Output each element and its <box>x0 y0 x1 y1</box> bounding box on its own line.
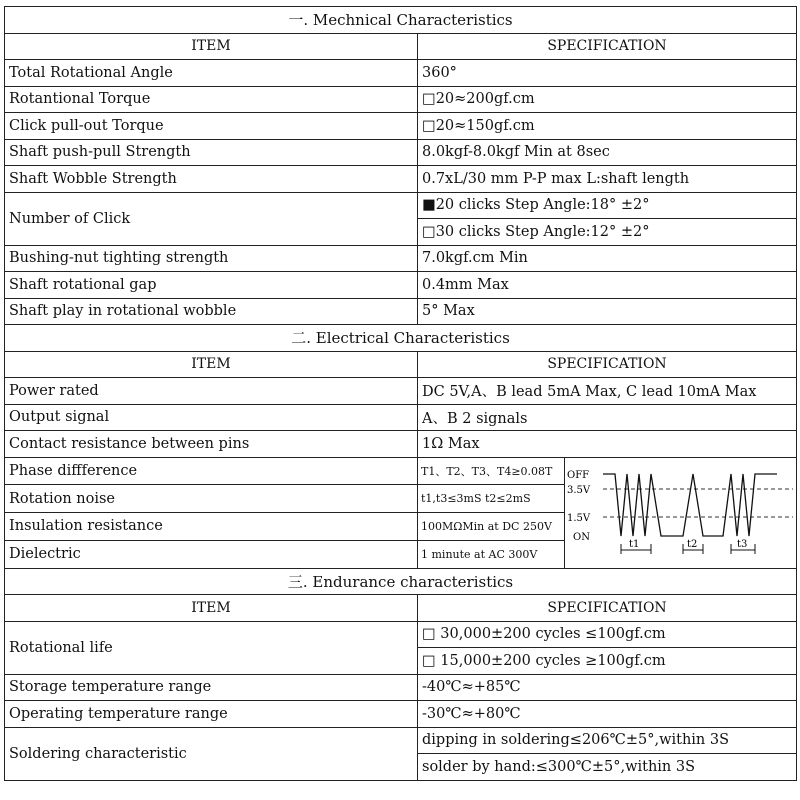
item-cell-solder: Soldering characteristic <box>5 727 418 780</box>
header-row <box>5 351 797 378</box>
spec-cell: 100MΩMin at DC 250V <box>418 513 565 541</box>
spec-cell: -30℃≈+80℃ <box>418 701 797 728</box>
item-cell: Rotation noise <box>5 485 418 513</box>
header-row <box>5 595 797 622</box>
section-row-electrical <box>5 325 797 352</box>
label-t2: t2 <box>687 538 698 550</box>
item-cell: Power rated <box>5 378 418 405</box>
spec-cell: 5° Max <box>418 298 797 325</box>
table-row <box>5 378 797 405</box>
spec-cell: t1,t3≤3mS t2≤2mS <box>418 485 565 513</box>
spec-cell-solder-dip: dipping in soldering≤206℃±5°,within 3S <box>418 727 797 754</box>
item-cell: Contact resistance between pins <box>5 431 418 458</box>
table-row <box>5 113 797 140</box>
label-1-5v: 1.5V <box>567 512 591 524</box>
spec-cell: □20≈150gf.cm <box>418 113 797 140</box>
item-cell: Shaft rotational gap <box>5 272 418 299</box>
section-row-endurance <box>5 568 797 595</box>
spec-header: SPECIFICATION <box>418 595 797 622</box>
table-row <box>5 674 797 701</box>
label-on: ON <box>573 531 590 543</box>
item-cell: Dielectric <box>5 540 418 568</box>
spec-cell-solder-hand: solder by hand:≤300℃±5°,within 3S <box>418 754 797 781</box>
table-row <box>5 192 797 219</box>
item-cell: Output signal <box>5 404 418 431</box>
table-row <box>5 60 797 87</box>
spec-cell: T1、T2、T3、T4≥0.08T <box>418 457 565 485</box>
spec-cell: 1 minute at AC 300V <box>418 540 565 568</box>
table-row <box>5 457 797 485</box>
section-row-mechanical <box>5 7 797 34</box>
item-header: ITEM <box>5 33 418 60</box>
waveform-diagram <box>565 458 795 564</box>
item-cell: Storage temperature range <box>5 674 418 701</box>
item-cell: Phase diffference <box>5 457 418 485</box>
item-cell: Click pull-out Torque <box>5 113 418 140</box>
item-cell: Shaft push-pull Strength <box>5 139 418 166</box>
item-cell: Operating temperature range <box>5 701 418 728</box>
spec-cell-click-30: □30 clicks Step Angle:12° ±2° <box>418 219 797 246</box>
spec-cell: DC 5V,A、B lead 5mA Max, C lead 10mA Max <box>418 378 797 405</box>
spec-sheet <box>4 6 796 781</box>
signal-waveform <box>603 474 777 536</box>
spec-header: SPECIFICATION <box>418 33 797 60</box>
label-off: OFF <box>567 469 590 481</box>
item-cell: Shaft play in rotational wobble <box>5 298 418 325</box>
section-title-mechanical: 一. Mechnical Characteristics <box>5 7 797 34</box>
table-row <box>5 245 797 272</box>
item-cell: Shaft Wobble Strength <box>5 166 418 193</box>
table-row <box>5 621 797 648</box>
table-row <box>5 727 797 754</box>
table-row <box>5 431 797 458</box>
item-header: ITEM <box>5 595 418 622</box>
label-3-5v: 3.5V <box>567 484 591 496</box>
spec-cell: A、B 2 signals <box>418 404 797 431</box>
table-row <box>5 272 797 299</box>
spec-cell-life-30000: □ 30,000±200 cycles ≤100gf.cm <box>418 621 797 648</box>
spec-cell: □20≈200gf.cm <box>418 86 797 113</box>
spec-cell-click-20: ■20 clicks Step Angle:18° ±2° <box>418 192 797 219</box>
spec-cell: 1Ω Max <box>418 431 797 458</box>
spec-cell: -40℃≈+85℃ <box>418 674 797 701</box>
item-cell-life: Rotational life <box>5 621 418 674</box>
section-title-endurance: 三. Endurance characteristics <box>5 568 797 595</box>
table-row <box>5 298 797 325</box>
item-cell: Bushing-nut tighting strength <box>5 245 418 272</box>
spec-header: SPECIFICATION <box>418 351 797 378</box>
table-row <box>5 701 797 728</box>
spec-cell: 0.4mm Max <box>418 272 797 299</box>
waveform-cell <box>565 457 797 568</box>
item-header: ITEM <box>5 351 418 378</box>
table-row <box>5 139 797 166</box>
item-cell: Rotantional Torque <box>5 86 418 113</box>
item-cell: Total Rotational Angle <box>5 60 418 87</box>
section-title-electrical: 二. Electrical Characteristics <box>5 325 797 352</box>
spec-cell: 0.7xL/30 mm P-P max L:shaft length <box>418 166 797 193</box>
label-t3: t3 <box>737 538 748 550</box>
header-row <box>5 33 797 60</box>
spec-cell-life-15000: □ 15,000±200 cycles ≥100gf.cm <box>418 648 797 675</box>
spec-table <box>4 6 797 781</box>
table-row <box>5 166 797 193</box>
table-row <box>5 86 797 113</box>
table-row <box>5 404 797 431</box>
spec-cell: 360° <box>418 60 797 87</box>
label-t1: t1 <box>629 538 640 550</box>
item-cell-click: Number of Click <box>5 192 418 245</box>
spec-cell: 8.0kgf-8.0kgf Min at 8sec <box>418 139 797 166</box>
spec-cell: 7.0kgf.cm Min <box>418 245 797 272</box>
item-cell: Insulation resistance <box>5 513 418 541</box>
